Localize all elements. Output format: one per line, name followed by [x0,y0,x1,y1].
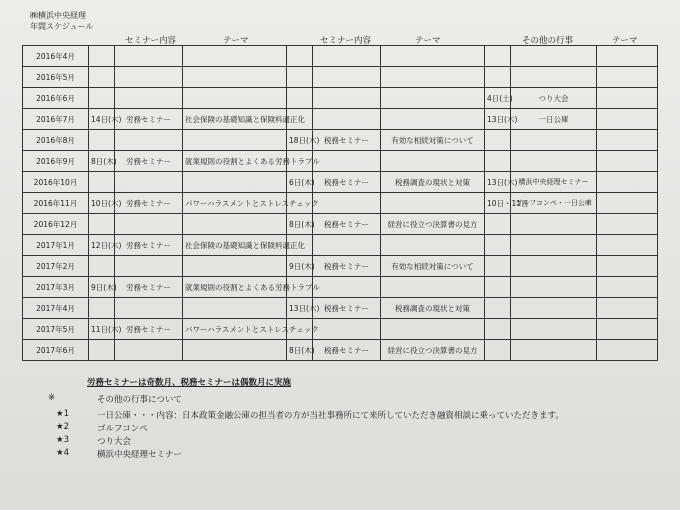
header-seminar-content-2: セミナー内容 [320,36,372,46]
labor-date-cell: 8日(木) [89,151,115,172]
labor-seminar-cell: 労務セミナー [115,277,183,298]
document-subtitle: 年間スケジュール [30,22,94,31]
labor-date-cell: 10日(木) [89,193,115,214]
table-row [23,214,658,235]
event-theme-cell [597,319,658,340]
labor-seminar-cell [115,88,183,109]
event-cell [511,46,597,67]
event-date-cell [485,46,511,67]
event-date-cell [485,340,511,361]
tax-theme-cell [381,109,485,130]
labor-seminar-cell [115,214,183,235]
company-name: ㈱横浜中央経理 [30,11,86,20]
tax-theme-cell: 税務調査の現状と対策 [381,298,485,319]
notes-mark: ※ [48,393,56,403]
tax-date-cell: 9日(木) [287,256,313,277]
month-cell: 2016年5月 [23,67,89,88]
event-date-cell: 13日(木) [485,172,511,193]
month-cell: 2016年6月 [23,88,89,109]
tax-date-cell: 6日(木) [287,172,313,193]
month-cell: 2017年3月 [23,277,89,298]
labor-date-cell [89,340,115,361]
labor-seminar-cell [115,46,183,67]
labor-seminar-cell: 労務セミナー [115,235,183,256]
labor-theme-cell: パワーハラスメントとストレスチェック [183,319,287,340]
month-cell: 2016年11月 [23,193,89,214]
event-theme-cell [597,151,658,172]
labor-date-cell [89,130,115,151]
tax-theme-cell [381,67,485,88]
month-cell: 2016年12月 [23,214,89,235]
labor-theme-cell [183,172,287,193]
event-cell [511,340,597,361]
tax-seminar-cell: 税務セミナー [313,298,381,319]
tax-theme-cell [381,193,485,214]
tax-seminar-cell [313,235,381,256]
tax-seminar-cell [313,319,381,340]
labor-theme-cell: 就業規則の役割とよくある労務トラブル [183,277,287,298]
event-cell [511,214,597,235]
event-cell [511,151,597,172]
header-theme-3: テーマ [612,36,638,46]
labor-theme-cell [183,67,287,88]
tax-seminar-cell [313,193,381,214]
note-mark: ★1 [56,409,70,419]
month-cell: 2016年4月 [23,46,89,67]
table-row [23,256,658,277]
tax-seminar-cell: 税務セミナー [313,130,381,151]
notes-headline: 労務セミナーは奇数月、税務セミナーは偶数月に実施 [87,378,292,388]
tax-theme-cell [381,151,485,172]
event-date-cell [485,256,511,277]
header-theme: テーマ [223,36,249,46]
table-row [23,319,658,340]
tax-seminar-cell: 税務セミナー [313,214,381,235]
header-seminar-content: セミナー内容 [125,36,177,46]
event-cell [511,256,597,277]
note-text: つり大会 [97,437,132,447]
event-date-cell [485,151,511,172]
labor-theme-cell: 社会保険の基礎知識と保険料適正化 [183,109,287,130]
header-other-events: その他の行事 [522,36,574,46]
tax-date-cell: 8日(木) [287,214,313,235]
labor-date-cell [89,172,115,193]
tax-date-cell: 8日(木) [287,340,313,361]
event-theme-cell [597,298,658,319]
event-cell [511,67,597,88]
event-date-cell [485,67,511,88]
event-date-cell [485,319,511,340]
labor-date-cell: 14日(木) [89,109,115,130]
tax-theme-cell [381,46,485,67]
labor-theme-cell [183,256,287,277]
event-cell: 一日公庫 [511,109,597,130]
event-date-cell: 10日・11日 [485,193,511,214]
event-date-cell [485,277,511,298]
labor-theme-cell: 就業規則の役割とよくある労務トラブル [183,151,287,172]
event-theme-cell [597,130,658,151]
other-events-title: その他の行事について [97,395,182,405]
event-cell: つり大会 [511,88,597,109]
event-cell [511,298,597,319]
table-row [23,298,658,319]
table-row [23,130,658,151]
event-date-cell [485,214,511,235]
event-cell [511,319,597,340]
event-cell: ゴルフコンペ・一日公庫 [511,193,597,214]
labor-date-cell: 11日(木) [89,319,115,340]
event-theme-cell [597,109,658,130]
labor-date-cell [89,67,115,88]
event-date-cell [485,235,511,256]
table-row [23,193,658,214]
labor-theme-cell [183,130,287,151]
tax-seminar-cell [313,88,381,109]
tax-date-cell: 13日(木) [287,298,313,319]
table-row [23,151,658,172]
event-theme-cell [597,340,658,361]
labor-date-cell [89,46,115,67]
tax-seminar-cell: 税務セミナー [313,340,381,361]
labor-date-cell [89,214,115,235]
labor-seminar-cell [115,130,183,151]
event-theme-cell [597,172,658,193]
labor-seminar-cell [115,298,183,319]
month-cell: 2017年5月 [23,319,89,340]
month-cell: 2016年10月 [23,172,89,193]
tax-theme-cell: 税務調査の現状と対策 [381,172,485,193]
labor-seminar-cell [115,67,183,88]
event-cell [511,277,597,298]
tax-theme-cell [381,235,485,256]
labor-theme-cell: パワーハラスメントとストレスチェック [183,193,287,214]
tax-seminar-cell [313,67,381,88]
tax-seminar-cell: 税務セミナー [313,172,381,193]
labor-seminar-cell [115,340,183,361]
tax-theme-cell [381,88,485,109]
table-row [23,109,658,130]
month-cell: 2017年1月 [23,235,89,256]
event-theme-cell [597,235,658,256]
labor-theme-cell [183,46,287,67]
event-cell [511,130,597,151]
tax-date-cell [287,88,313,109]
labor-date-cell [89,298,115,319]
labor-seminar-cell: 労務セミナー [115,319,183,340]
labor-seminar-cell: 労務セミナー [115,151,183,172]
tax-date-cell: 18日(木) [287,130,313,151]
tax-theme-cell: 経営に役立つ決算書の見方 [381,340,485,361]
tax-seminar-cell [313,151,381,172]
tax-seminar-cell: 税務セミナー [313,256,381,277]
labor-theme-cell: 社会保険の基礎知識と保険料適正化 [183,235,287,256]
table-row [23,67,658,88]
note-mark: ★3 [56,435,70,445]
labor-theme-cell [183,88,287,109]
header-theme-2: テーマ [415,36,441,46]
note-mark: ★2 [56,422,70,432]
month-cell: 2016年8月 [23,130,89,151]
tax-seminar-cell [313,109,381,130]
event-theme-cell [597,193,658,214]
note-text: ゴルフコンペ [97,424,148,434]
labor-date-cell: 9日(木) [89,277,115,298]
labor-date-cell [89,256,115,277]
tax-theme-cell: 経営に役立つ決算書の見方 [381,214,485,235]
labor-date-cell: 12日(木) [89,235,115,256]
tax-date-cell [287,46,313,67]
tax-date-cell [287,67,313,88]
event-date-cell: 4日(土) [485,88,511,109]
labor-theme-cell [183,298,287,319]
event-theme-cell [597,277,658,298]
labor-seminar-cell [115,256,183,277]
note-text: 横浜中央経理セミナー [97,450,183,460]
labor-theme-cell [183,340,287,361]
labor-seminar-cell: 労務セミナー [115,193,183,214]
month-cell: 2016年7月 [23,109,89,130]
month-cell: 2017年4月 [23,298,89,319]
month-cell: 2017年2月 [23,256,89,277]
note-mark: ★4 [56,448,70,458]
table-row [23,88,658,109]
event-theme-cell [597,214,658,235]
tax-theme-cell [381,319,485,340]
event-cell [511,235,597,256]
tax-seminar-cell [313,277,381,298]
labor-seminar-cell: 労務セミナー [115,109,183,130]
event-date-cell: 13日(木) [485,109,511,130]
event-theme-cell [597,67,658,88]
tax-seminar-cell [313,46,381,67]
event-theme-cell [597,256,658,277]
table-row [23,340,658,361]
event-date-cell [485,298,511,319]
table-row [23,277,658,298]
table-row [23,172,658,193]
table-row [23,235,658,256]
month-cell: 2017年6月 [23,340,89,361]
table-row [23,46,658,67]
event-theme-cell [597,46,658,67]
event-cell: 横浜中央経理セミナー [511,172,597,193]
event-date-cell [485,130,511,151]
tax-theme-cell [381,277,485,298]
event-theme-cell [597,88,658,109]
tax-theme-cell: 有効な相続対策について [381,256,485,277]
labor-theme-cell [183,214,287,235]
month-cell: 2016年9月 [23,151,89,172]
schedule-table [22,45,658,361]
labor-seminar-cell [115,172,183,193]
labor-date-cell [89,88,115,109]
tax-theme-cell: 有効な相続対策について [381,130,485,151]
note-text: 一日公庫・・・内容：日本政策金融公庫の担当者の方が当社事務所にて来所していただき融資相談に乗っていただきます。 [97,411,564,421]
